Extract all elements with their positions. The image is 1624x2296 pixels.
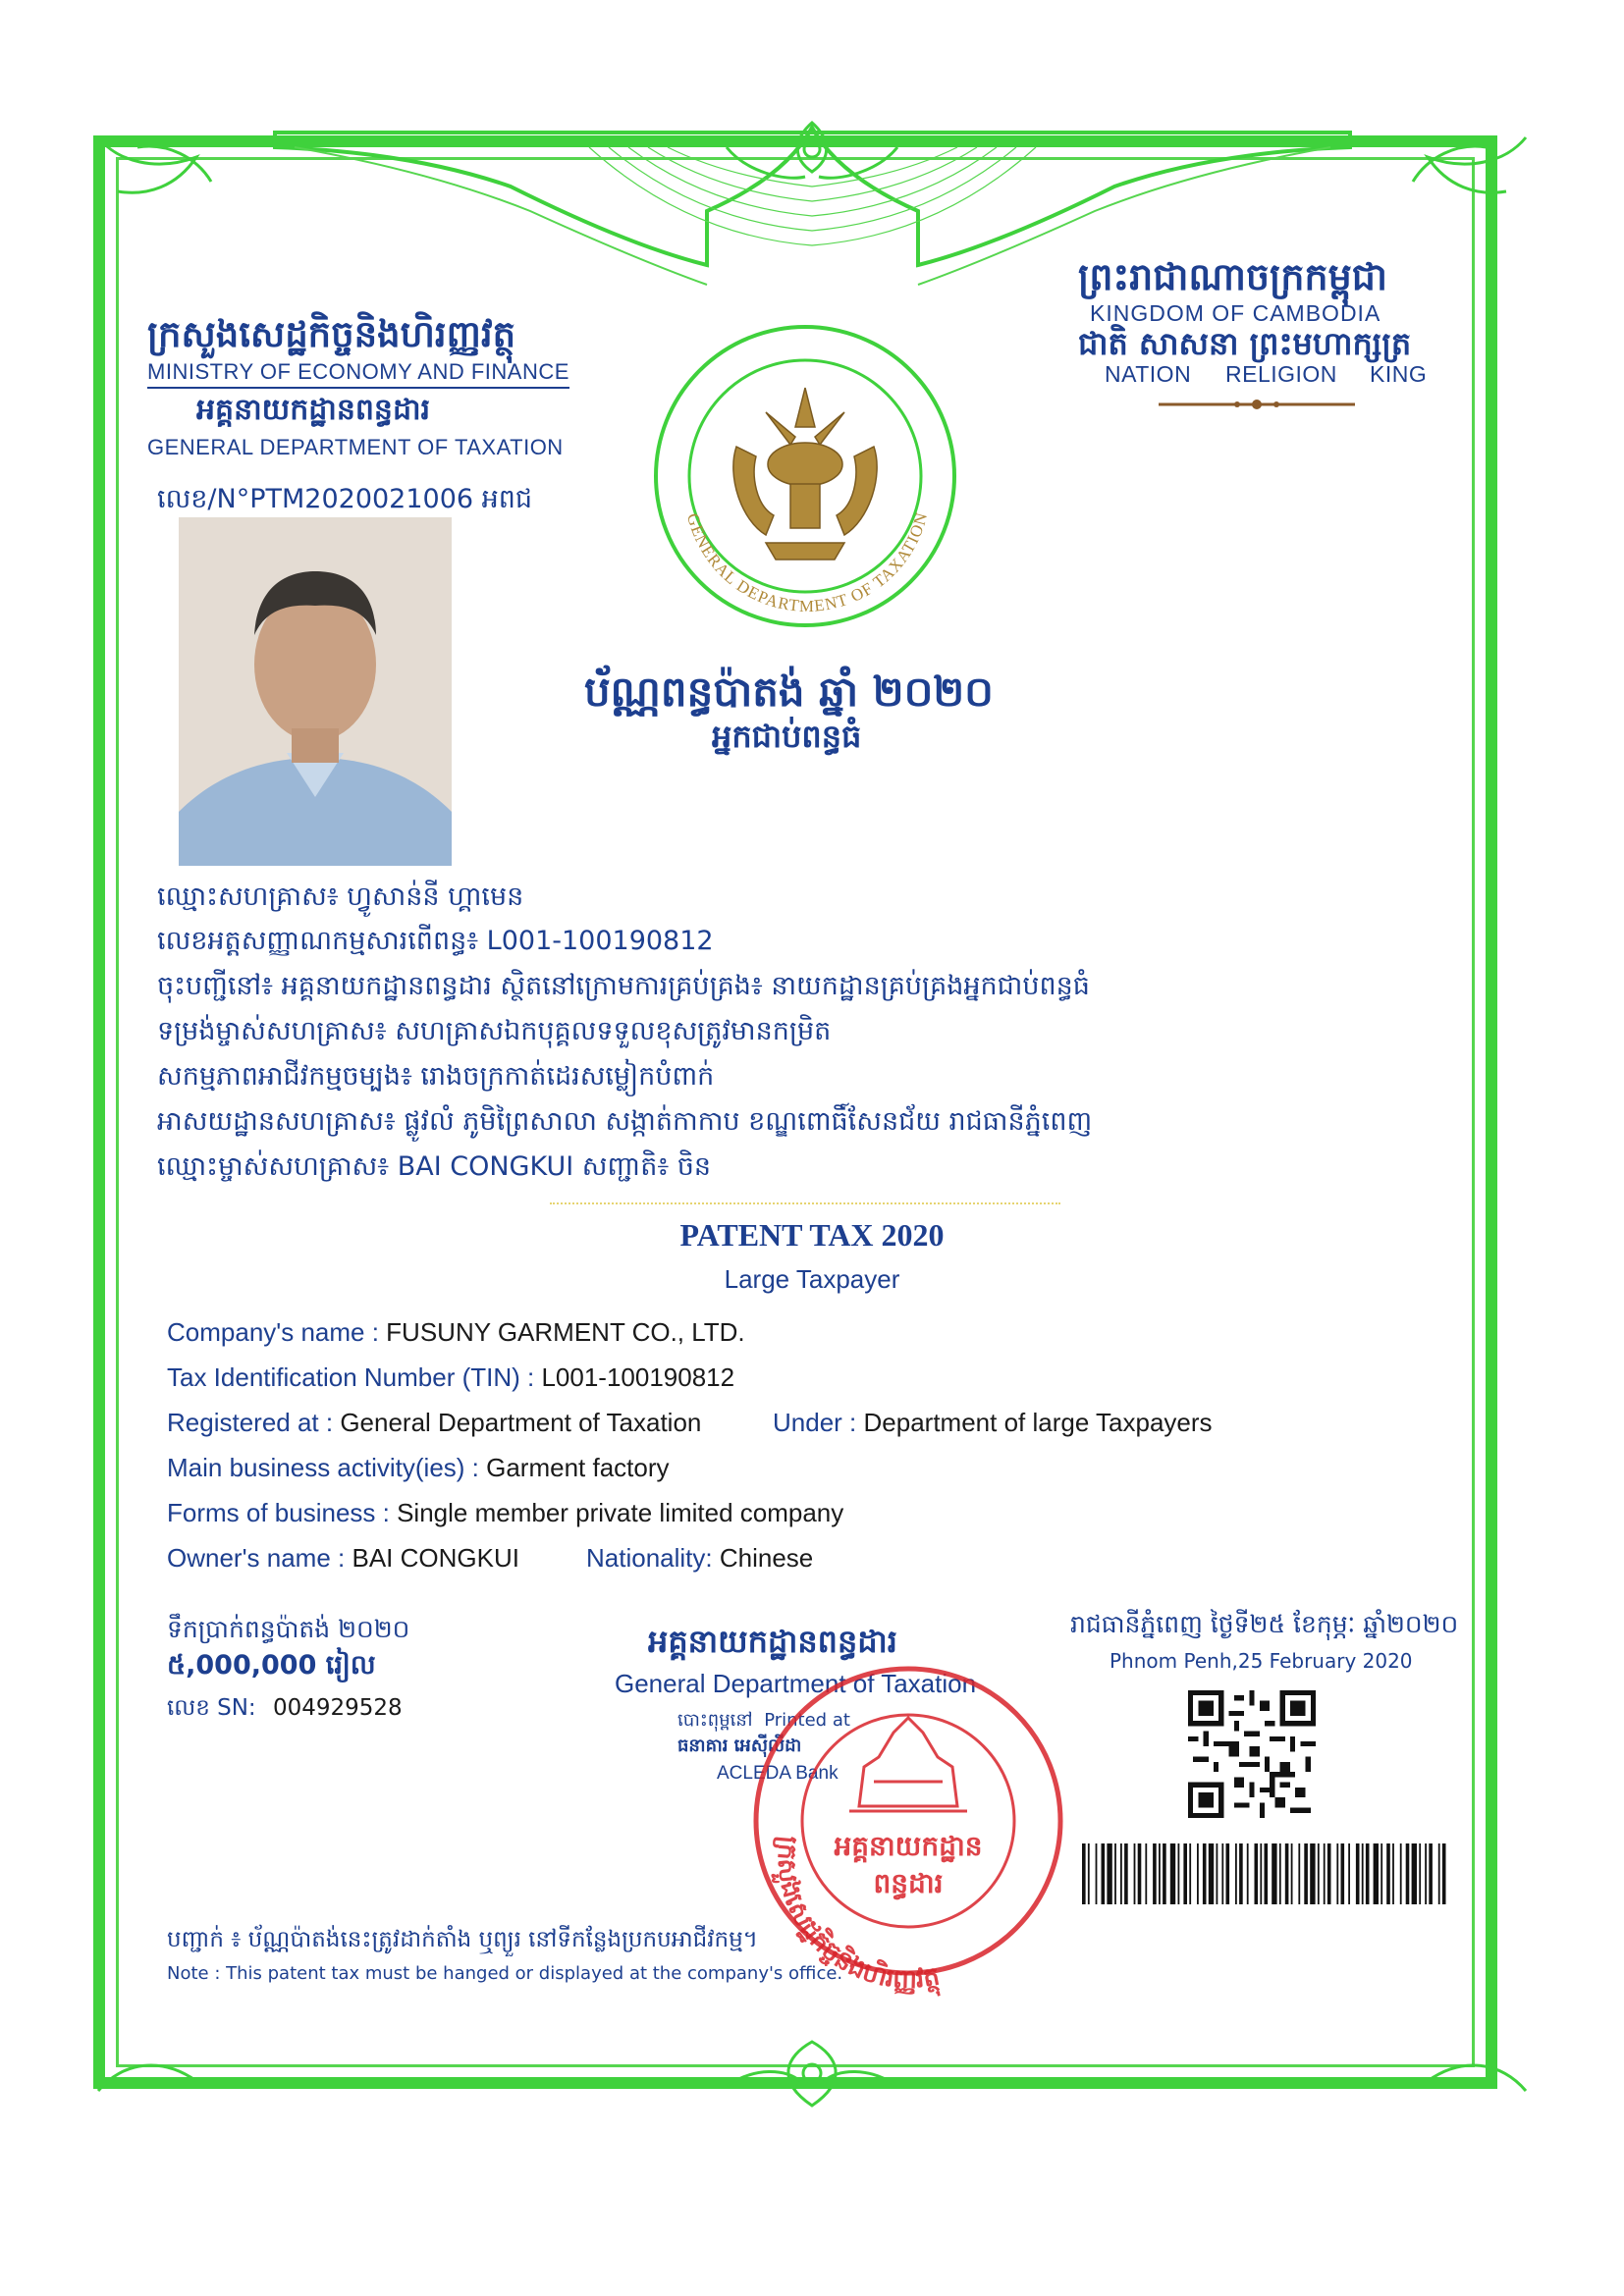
kh-enterprise-name: ឈ្មោះសហគ្រាស៖ ហ្វូសាន់នី ហ្គាមេន bbox=[157, 881, 524, 912]
qr-code bbox=[1188, 1690, 1316, 1823]
kh-business-form: ទម្រង់ម្ចាស់សហគ្រាស៖ សហគ្រាសឯកបុគ្គលទទួលខុសត្រូវមានកម្រិត bbox=[157, 1016, 832, 1046]
taxation-emblem-seal bbox=[648, 319, 962, 633]
note-en: Note : This patent tax must be hanged or displayed at the company's office. bbox=[167, 1963, 843, 1984]
printed-at-en: Printed at bbox=[764, 1710, 850, 1731]
bank-name-kh: ធនាគារ អេស៊ីលីដា bbox=[677, 1735, 802, 1756]
business-form-value: Single member private limited company bbox=[397, 1498, 844, 1527]
field-tin bbox=[167, 1362, 734, 1393]
kh-address: អាសយដ្ឋានសហគ្រាស៖ ផ្លូវលំ ភូមិព្រៃសាលា សង្កាត់កាកាប ខណ្ឌពោធិ៍សែនជ័យ រាជធានីភ្នំពេញ bbox=[157, 1106, 1093, 1137]
main-activity-label: Main business activity(ies) : bbox=[167, 1453, 487, 1482]
field-company-name bbox=[167, 1317, 745, 1348]
tin-value: L001-100190812 bbox=[541, 1362, 735, 1392]
registered-at-label: Registered at : bbox=[167, 1408, 341, 1437]
ministry-name-en: MINISTRY OF ECONOMY AND FINANCE bbox=[147, 359, 569, 389]
stamp-center-text-2: ពន្ធដារ bbox=[873, 1867, 944, 1899]
serial-number-label: លេខ SN: bbox=[167, 1695, 256, 1721]
stamp-ring-text: ក្រសួងសេដ្ឋកិច្ចនិងហិរញ្ញវត្ថុ bbox=[771, 1835, 943, 1996]
company-name-value: FUSUNY GARMENT CO., LTD. bbox=[386, 1317, 745, 1347]
issuer-name-en: General Department of Taxation bbox=[615, 1669, 977, 1698]
field-business-form bbox=[167, 1498, 843, 1528]
nationality-label: Nationality: bbox=[586, 1543, 720, 1573]
owner-photo bbox=[179, 517, 452, 866]
serial-number-value: 004929528 bbox=[272, 1695, 403, 1721]
motto-nation: NATION bbox=[1105, 361, 1192, 387]
owner-name-label: Owner's name : bbox=[167, 1543, 352, 1573]
note-kh: បញ្ជាក់ ៖ ប័ណ្ណប៉ាតង់នេះត្រូវដាក់តាំង ឬព្យួរ នៅទីកន្លែងប្រកបអាជីវកម្ម។ bbox=[167, 1927, 758, 1952]
official-red-stamp bbox=[746, 1659, 1070, 1996]
ministry-name-kh: ក្រសួងសេដ្ឋកិច្ចនិងហិរញ្ញវត្ថុ bbox=[147, 313, 516, 355]
department-name-en: GENERAL DEPARTMENT OF TAXATION bbox=[147, 435, 564, 459]
kh-tin: លេខអត្តសញ្ញាណកម្មសារពើពន្ធ៖ L001-100190812 bbox=[157, 926, 714, 956]
kingdom-name-kh: ព្រះរាជាណាចក្រកម្ពុជា bbox=[1078, 255, 1387, 298]
stamp-center-text-1: អគ្គនាយកដ្ឋាន bbox=[834, 1830, 983, 1862]
owner-name-value: BAI CONGKUI bbox=[352, 1543, 519, 1573]
under-value: Department of large Taxpayers bbox=[863, 1408, 1213, 1437]
motto-kh: ជាតិ សាសនា ព្រះមហាក្សត្រ bbox=[1078, 325, 1412, 362]
kh-registered-at: ចុះបញ្ជីនៅ៖ អគ្គនាយកដ្ឋានពន្ធដារ ស្ថិតនៅក្រោមការគ្រប់គ្រង៖ នាយកដ្ឋានគ្រប់គ្រងអ្នកជាប់ពន្ធធំ bbox=[157, 971, 1090, 1001]
section-divider bbox=[550, 1202, 1060, 1204]
kh-main-activity: សកម្មភាពអាជីវកម្មចម្បង៖ រោងចក្រកាត់ដេរសម្លៀកបំពាក់ bbox=[157, 1061, 715, 1092]
printed-at-kh: បោះពុម្ពនៅ bbox=[677, 1710, 753, 1731]
patent-title-kh: ប័ណ្ណពន្ធប៉ាតង់ ឆ្នាំ ២០២០ bbox=[584, 667, 994, 716]
qr-code-graphic bbox=[1188, 1690, 1316, 1818]
field-under bbox=[773, 1408, 1213, 1438]
tin-label: Tax Identification Number (TIN) : bbox=[167, 1362, 542, 1392]
document-number: លេខ/N°PTM2020021006 អពជ bbox=[157, 484, 533, 514]
serial-number bbox=[167, 1694, 403, 1727]
amount-value-kh: ៥,000,000 រៀល bbox=[167, 1650, 376, 1681]
patent-subtitle-en: Large Taxpayer bbox=[724, 1264, 900, 1294]
patent-subtitle-kh: អ្នកជាប់ពន្ធធំ bbox=[712, 718, 862, 755]
business-form-label: Forms of business : bbox=[167, 1498, 398, 1527]
company-name-label: Company's name : bbox=[167, 1317, 387, 1347]
kh-owner-name: ឈ្មោះម្ចាស់សហគ្រាស៖ BAI CONGKUI សញ្ជាតិ៖ ចិន bbox=[157, 1151, 712, 1182]
bottom-ornament bbox=[0, 2012, 1624, 2130]
field-nationality bbox=[586, 1543, 813, 1574]
department-name-kh: អគ្គនាយកដ្ឋានពន្ធដារ bbox=[196, 393, 431, 427]
registered-at-value: General Department of Taxation bbox=[340, 1408, 702, 1437]
nationality-value: Chinese bbox=[719, 1543, 814, 1573]
barcode bbox=[1082, 1843, 1447, 1904]
seal-ring-text: GENERAL DEPARTMENT OF TAXATION bbox=[682, 509, 932, 615]
issue-date-kh: រាជធានីភ្នំពេញ ថ្ងៃទី២៥ ខែកុម្ភៈ ឆ្នាំ២០២០ bbox=[1070, 1610, 1459, 1638]
motto-king: KING bbox=[1370, 361, 1428, 387]
field-registered-at bbox=[167, 1408, 701, 1438]
patent-title-en: PATENT TAX 2020 bbox=[679, 1217, 945, 1253]
field-owner-name bbox=[167, 1543, 519, 1574]
field-main-activity bbox=[167, 1453, 670, 1483]
motto-religion: RELIGION bbox=[1225, 361, 1337, 387]
issuer-name-kh: អគ្គនាយកដ្ឋានពន្ធដារ bbox=[648, 1623, 897, 1660]
amount-label-kh: ទឹកប្រាក់ពន្ធប៉ាតង់ ២០២០ bbox=[167, 1615, 410, 1643]
bank-name-en: ACLEDA Bank bbox=[717, 1763, 839, 1784]
main-activity-value: Garment factory bbox=[486, 1453, 670, 1482]
issue-date-en: Phnom Penh,25 February 2020 bbox=[1110, 1649, 1413, 1673]
kingdom-name-en: KINGDOM OF CAMBODIA bbox=[1090, 300, 1381, 326]
motto-divider-ornament bbox=[1159, 395, 1355, 414]
under-label: Under : bbox=[773, 1408, 864, 1437]
